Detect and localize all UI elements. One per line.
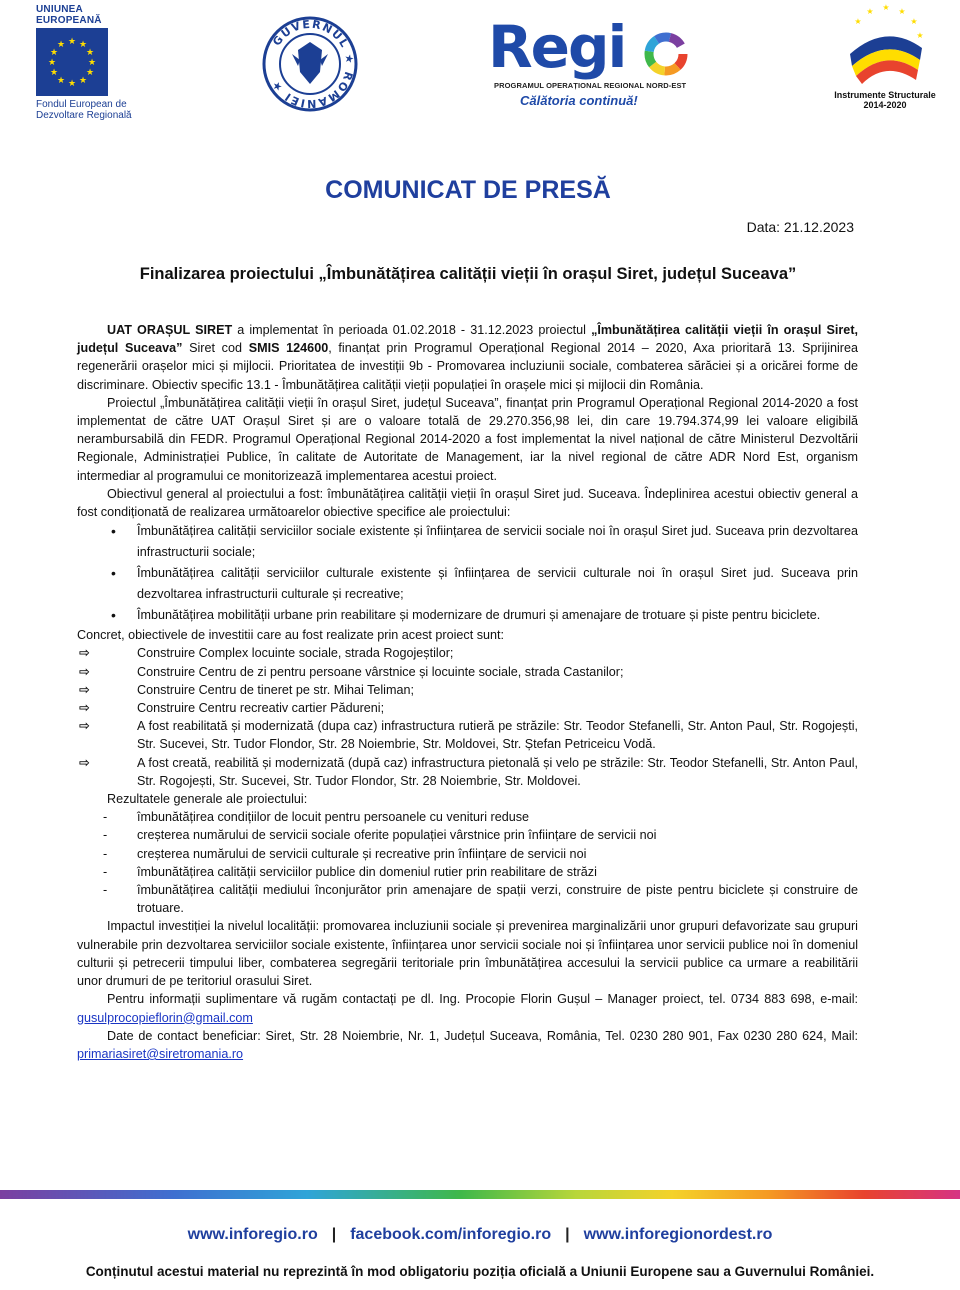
list-item: • Îmbunătățirea mobilității urbane prin reabilitare și modernizare de drumuri și amenajare de trotuare și piste pentru biciclete. bbox=[77, 605, 858, 626]
svg-text:★: ★ bbox=[49, 68, 59, 78]
footer-separator: | bbox=[565, 1226, 570, 1243]
eu-flag-icon bbox=[36, 28, 108, 96]
svg-text:★: ★ bbox=[882, 4, 890, 12]
regio-ring-icon bbox=[644, 32, 688, 76]
press-release-body bbox=[77, 321, 858, 1063]
list-item: ⇨ A fost reabilitată și modernizată (dupa caz) infrastructura rutieră pe străzile: Str. Teodor Stefanelli, Str. Anton Paul, Str. Rogojești, Str. Sucevei, Str. Tudor Flondor, Str. 28 Noiembrie, Str. Moldovei, Str. Ștefan Petriceicu Vodă. bbox=[77, 717, 858, 753]
list-item: - îmbunătățirea condițiilor de locuit pentru persoanele cu venituri reduse bbox=[77, 808, 858, 826]
list-item: - îmbunătățirea calității serviciilor publice din domeniul rutier prin reabilitare de străzi bbox=[77, 863, 858, 881]
svg-text:★: ★ bbox=[916, 31, 924, 40]
inforegionordest-link[interactable]: www.inforegionordest.ro bbox=[583, 1226, 773, 1243]
government-seal-logo bbox=[262, 16, 358, 112]
regio-wordmark: Regi bbox=[488, 13, 626, 81]
svg-text:★: ★ bbox=[47, 58, 57, 68]
contact-beneficiary-paragraph: Date de contact beneficiar: Siret, Str. 28 Noiembrie, Nr. 1, Județul Suceava, România, Tel. 0230 280 901, Fax 0230 280 624, Mail: primariasiret@siretromania.ro bbox=[77, 1028, 858, 1061]
footer-color-band bbox=[0, 1190, 960, 1199]
list-item: • Îmbunătățirea calității serviciilor sociale existente și înființarea de servicii sociale noi în orașul Siret jud. Suceava prin dezvoltarea infrastructurii sociale; bbox=[77, 521, 858, 563]
contact-manager-paragraph: Pentru informații suplimentare vă rugăm contactați pe dl. Ing. Procopie Florin Gușul – Manager proiect, tel. 0734 883 698, e-mail: gusulprocopieflorin@gmail.com bbox=[77, 992, 858, 1025]
structural-instruments-caption: Instrumente Structurale 2014-2020 bbox=[834, 90, 936, 110]
regio-logo bbox=[488, 14, 698, 110]
list-item: - creșterea numărului de servicii sociale oferite populației vârstnice prin înființare de servicii noi bbox=[77, 826, 858, 844]
structural-instruments-logo bbox=[820, 4, 950, 112]
footer-disclaimer: Conținutul acestui material nu reprezintă în mod obligatoriu poziția oficială a Uniunii Europene sau a Guvernului României. bbox=[85, 1264, 875, 1279]
svg-text:★: ★ bbox=[898, 7, 906, 16]
page-title: COMUNICAT DE PRESĂ bbox=[325, 176, 611, 204]
svg-text:★: ★ bbox=[56, 76, 66, 86]
svg-text:★: ★ bbox=[56, 40, 66, 50]
svg-text:★: ★ bbox=[49, 48, 59, 58]
investments-intro: Concret, obiectivele de investitii care au fost realizate prin acest proiect sunt: bbox=[77, 628, 505, 643]
regio-slogan: Călătoria continuă! bbox=[520, 93, 638, 108]
list-item: - creșterea numărului de servicii culturale și recreative prin înființare de servicii noi bbox=[77, 845, 858, 863]
facebook-link[interactable]: facebook.com/inforegio.ro bbox=[350, 1226, 552, 1243]
structural-instruments-icon bbox=[838, 4, 934, 86]
logo-bar bbox=[0, 0, 960, 120]
specific-objectives-list bbox=[77, 521, 858, 626]
impact-paragraph: Impactul investiției la nivelul localității: promovarea incluziunii sociale și prevenirea marginalizării unor grupuri defavorizate sau grupuri vulnerabile prin dezvoltarea serviciilor sociale existente, înființarea unor servicii sociale noi și înființarea unor servicii publice noi în domeniul culturii și petrecerii timpului liber, combaterea segregării teritoriale prin îmbunătățirea accesului la servicii publice ca urmare a reabilitării unor drumuri de pe teritoriul orasului Siret. bbox=[77, 919, 858, 989]
list-item: ⇨ Construire Centru recreativ cartier Pădureni; bbox=[77, 699, 858, 717]
list-item: ⇨ Construire Centru de zi pentru persoane vârstnice și locuinte sociale, strada Castanilor; bbox=[77, 663, 858, 681]
footer-links bbox=[0, 1226, 960, 1244]
funding-paragraph: Proiectul „Îmbunătățirea calității vieții în orașul Siret, județul Suceava”, finanțat prin Programul Operațional Regional 2014-2020 a fost implementat de către UAT Orașul Siret și are o valoare totală de 29.270.356,98 lei, din care 19.794.374,99 lei valoare eligibilă nerambursabilă din FEDR. Programul Operațional Regional 2014-2020 a fost implementat la nivel național de către Ministerul Dezvoltării Regionale, Administrației Publice, în calitate de Autoritate de Management, iar la nivel regional de către ADR Nord Est, organism intermediar al programului ce monitorizează implementarea acestui proiect. bbox=[77, 395, 858, 483]
svg-text:★: ★ bbox=[78, 40, 88, 50]
investments-list bbox=[77, 644, 858, 790]
list-item: • Îmbunătățirea calității serviciilor culturale existente și înființarea de servicii culturale noi în orașul Siret jud. Suceava prin dezvoltarea infrastructurii culturale și recreative; bbox=[77, 563, 858, 605]
eu-logo bbox=[36, 4, 146, 121]
eu-logo-caption: Fondul European de Dezvoltare Regională bbox=[36, 99, 132, 121]
release-subject: Finalizarea proiectului „Îmbunătățirea calității vieții în orașul Siret, județul Suceava” bbox=[139, 265, 797, 283]
svg-text:★: ★ bbox=[85, 48, 95, 58]
svg-text:★: ★ bbox=[854, 17, 862, 26]
footer-separator: | bbox=[331, 1226, 337, 1243]
release-date: Data: 21.12.2023 bbox=[746, 219, 854, 235]
svg-text:★: ★ bbox=[78, 76, 88, 86]
list-item: - îmbunătățirea calității mediului înconjurător prin amenajare de spații verzi, construire de piste pentru biciclete și construire de trotuare. bbox=[77, 881, 858, 917]
eu-logo-title: UNIUNEA EUROPEANĂ bbox=[36, 4, 102, 26]
svg-text:★: ★ bbox=[67, 79, 77, 89]
intro-paragraph: UAT ORAȘUL SIRET a implementat în perioada 01.02.2018 - 31.12.2023 proiectul „Îmbunătățirea calității vieții în orașul Siret, județul Suceava” Siret cod SMIS 124600, finanțat prin Programul Operațional Regional 2014 – 2020, Axa prioritară 13. Sprijinirea regenerării orașelor mici și mijlocii. Prioritatea de investiții 9b - Promovarea incluziunii sociale, combaterea sărăciei și a oricărei forme de discriminare. Obiectiv specific 13.1 - Îmbunătățirea calității vieții populației în orașele mici și mijlocii din România. bbox=[77, 323, 859, 392]
objective-paragraph: Obiectivul general al proiectului a fost: îmbunătățirea calității vieții în orașul Siret jud. Suceava. Îndeplinirea acestui obiectiv general a fost condiționată de realizarea următoarelor obiective specifice ale proiectului: bbox=[77, 486, 858, 520]
inforegio-link[interactable]: www.inforegio.ro bbox=[187, 1226, 318, 1243]
results-intro: Rezultatele generale ale proiectului: bbox=[107, 792, 308, 807]
svg-text:★: ★ bbox=[67, 37, 77, 47]
svg-text:★: ★ bbox=[85, 68, 95, 78]
list-item: ⇨ Construire Centru de tineret pe str. Mihai Teliman; bbox=[77, 681, 858, 699]
list-item: ⇨ Construire Complex locuinte sociale, strada Rogojeștilor; bbox=[77, 644, 858, 662]
list-item: ⇨ A fost creată, reabilită și modernizată (după caz) infrastructura pietonală și velo pe străzile: Str. Teodor Stefanelli, Str. Anton Paul, Str. Rogojești, Str. Sucevei, Str. Tudor Flondor, Str. 28 Noiembrie, Str. Moldovei. bbox=[77, 754, 858, 790]
svg-text:GUVERNUL ★ ROMÂNIEI ★: GUVERNUL ★ ROMÂNIEI ★ bbox=[268, 17, 357, 111]
svg-text:★: ★ bbox=[866, 7, 874, 16]
regio-program-label: PROGRAMUL OPERAȚIONAL REGIONAL NORD-EST bbox=[494, 81, 687, 90]
svg-text:★: ★ bbox=[87, 58, 97, 68]
results-list bbox=[77, 808, 858, 917]
manager-email-link[interactable]: gusulprocopieflorin@gmail.com bbox=[77, 1010, 253, 1025]
svg-text:★: ★ bbox=[910, 17, 918, 26]
beneficiary-email-link[interactable]: primariasiret@siretromania.ro bbox=[77, 1046, 244, 1061]
